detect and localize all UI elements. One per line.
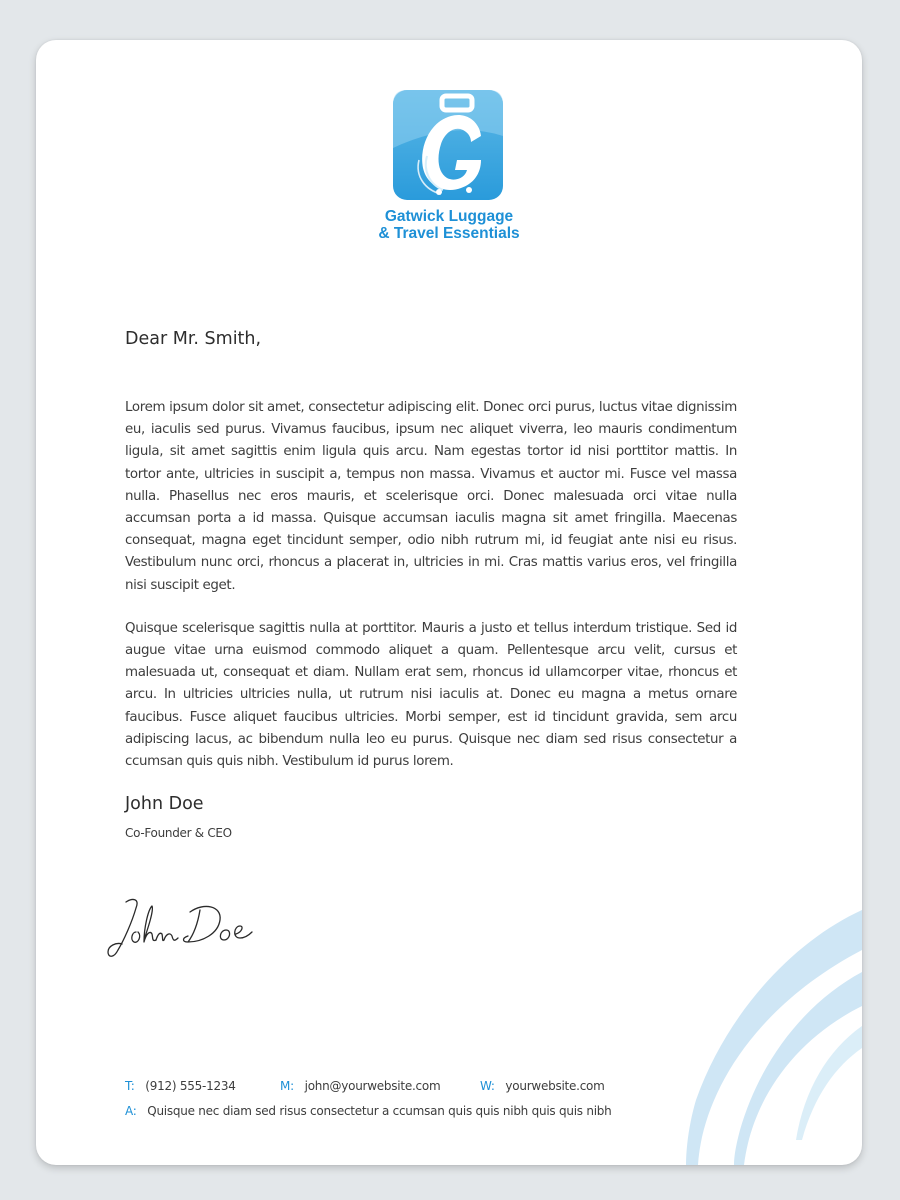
letterhead-page [36,40,862,1165]
handwritten-signature [100,888,280,968]
email-value[interactable]: john@yourwebsite.com [304,1079,441,1093]
salutation: Dear Mr. Smith, [125,329,262,349]
email-label: M: [280,1079,294,1093]
brand-name-line1: Gatwick Luggage [384,208,514,225]
decorative-swoosh [656,900,862,1165]
phone-value[interactable]: (912) 555-1234 [145,1079,236,1093]
contact-phone [125,1079,236,1093]
address-label: A: [125,1104,137,1118]
contact-address [125,1104,612,1118]
paragraph: Quisque scelerisque sagittis nulla at porttitor. Mauris a justo et tellus interdum tristique. Sed id augue vitae urna euismod commodo aliquet a quam. Pellentesque arcu velit, cursus et malesuada ut, consequat et diam. Nullam erat sem, rhoncus id ullamcorper vitae, rhoncus et arcu. In ultricies ultricies nulla, ut rutrum nisi iaculis at. Donec eu magna a metus ornare faucibus. Fusce aliquet faucibus ultricies. Morbi semper, est id tincidunt gravida, sem arcu adipiscing lacus, ac bibendum nulla leo eu purus. Quisque nec diam sed risus consectetur a ccumsan quis quis nibh. Vestibulum id purus lorem. [125,620,737,770]
address-value: Quisque nec diam sed risus consectetur a ccumsan quis quis nibh quis quis nibh [147,1104,612,1118]
paragraph: Lorem ipsum dolor sit amet, consectetur adipiscing elit. Donec orci purus, luctus vitae dignissim eu, iaculis sed purus. Vivamus faucibus, ipsum nec aliquet viverra, leo mauris condimentum ligula, sit amet sagittis enim ligula quis arcu. Nam egestas tortor id nisi porttitor mattis. In tortor ante, ultricies in suscipit a, tempus non massa. Vivamus et auctor mi. Fusce vel massa nulla. Phasellus nec eros mauris, et scelerisque orci. Donec malesuada orci vitae nulla accumsan porta a id massa. Quisque accumsan iaculis magna sit amet fringilla. Maecenas consequat, magna eget tincidunt semper, odio nibh rutrum mi, id feugiat ante nisi eu risus. Vestibulum nunc orci, rhoncus a placerat in, ultricies in mi. Cras mattis varius eros, vel fringilla nisi suscipit eget. [125,400,737,593]
letter-body [125,397,737,794]
suitcase-g-icon [393,90,503,200]
contact-website [480,1079,605,1093]
contact-email [280,1079,440,1093]
signer-name: John Doe [125,794,204,814]
website-label: W: [480,1079,495,1093]
website-value[interactable]: yourwebsite.com [505,1079,605,1093]
brand-name [336,208,562,242]
phone-label: T: [125,1079,135,1093]
brand-name-line2: & Travel Essentials [378,225,520,242]
signer-title: Co-Founder & CEO [125,826,232,840]
